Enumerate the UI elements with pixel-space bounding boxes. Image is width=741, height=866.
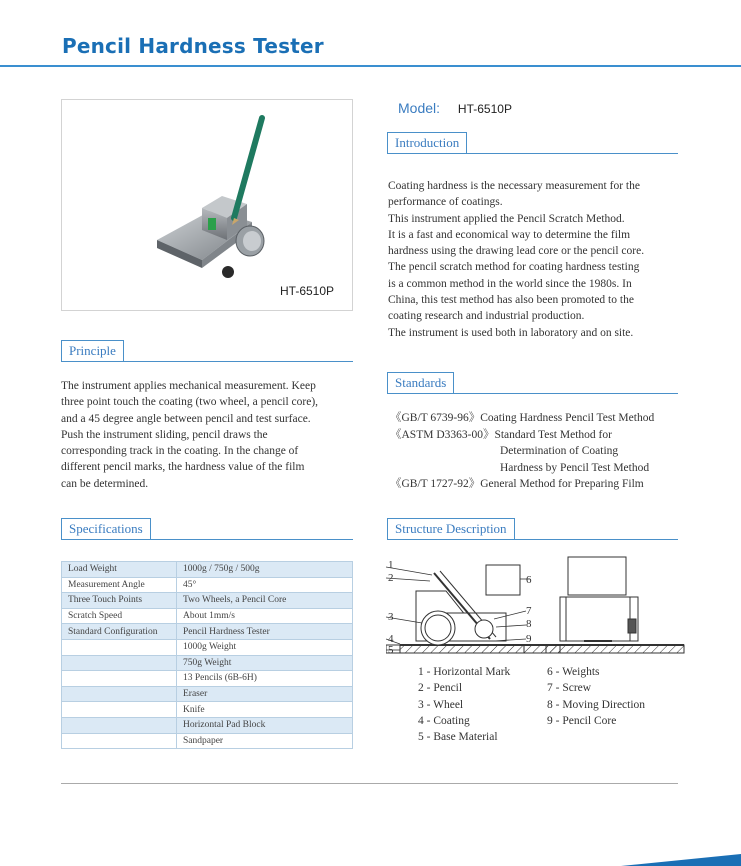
legend-item: 3 - Wheel bbox=[418, 698, 464, 711]
principle-line: and a 45 degree angle between pencil and test surface. bbox=[61, 412, 311, 425]
standard-item-continued: Determination of Coating bbox=[500, 445, 619, 457]
spec-key: Load Weight bbox=[62, 562, 177, 578]
spec-value: Knife bbox=[177, 702, 353, 718]
legend-item: 2 - Pencil bbox=[418, 682, 463, 695]
introduction-heading-label: Introduction bbox=[387, 132, 467, 153]
callout-6: 6 bbox=[526, 574, 532, 586]
product-photo bbox=[61, 99, 353, 311]
spec-value: Sandpaper bbox=[177, 733, 353, 749]
table-row bbox=[62, 733, 353, 749]
page-title: Pencil Hardness Tester bbox=[62, 34, 324, 58]
introduction-text bbox=[388, 178, 688, 341]
table-row bbox=[62, 608, 353, 624]
spec-key bbox=[62, 671, 177, 687]
table-row bbox=[62, 577, 353, 593]
callout-8: 8 bbox=[526, 618, 532, 630]
introduction-line: performance of coatings. bbox=[388, 196, 503, 209]
spec-key: Scratch Speed bbox=[62, 608, 177, 624]
spec-key bbox=[62, 655, 177, 671]
weights-block bbox=[486, 565, 520, 595]
callout-4: 4 bbox=[388, 633, 394, 645]
introduction-line: hardness using the drawing lead core or the pencil core. bbox=[388, 245, 645, 258]
corner-decoration bbox=[621, 846, 741, 866]
callout-9: 9 bbox=[526, 633, 532, 645]
principle-heading-label: Principle bbox=[61, 340, 124, 361]
principle-line: three point touch the coating (two wheel, a pencil core), bbox=[61, 396, 319, 409]
spec-key: Measurement Angle bbox=[62, 577, 177, 593]
table-row bbox=[62, 593, 353, 609]
standard-item: 《GB/T 1727-92》General Method for Preparing Film bbox=[390, 478, 644, 490]
model-line bbox=[398, 100, 512, 116]
spec-key bbox=[62, 639, 177, 655]
introduction-line: This instrument applied the Pencil Scratch Method. bbox=[388, 212, 625, 225]
introduction-line: China, this test method has also been promoted to the bbox=[388, 294, 634, 307]
spec-key bbox=[62, 702, 177, 718]
table-row bbox=[62, 655, 353, 671]
standard-item: 《GB/T 6739-96》Coating Hardness Pencil Test Method bbox=[390, 412, 655, 424]
table-row bbox=[62, 562, 353, 578]
legend-item: 8 - Moving Direction bbox=[547, 698, 646, 711]
introduction-line: The instrument is used both in laboratory and on site. bbox=[388, 326, 634, 339]
principle-heading bbox=[61, 340, 353, 362]
standard-item-continued: Hardness by Pencil Test Method bbox=[500, 461, 650, 474]
structure-heading bbox=[387, 518, 678, 540]
model-value: HT-6510P bbox=[457, 102, 512, 116]
spec-value: Two Wheels, a Pencil Core bbox=[177, 593, 353, 609]
legend-item: 6 - Weights bbox=[547, 666, 600, 678]
structure-heading-label: Structure Description bbox=[387, 518, 515, 539]
spec-value: About 1mm/s bbox=[177, 608, 353, 624]
tester-illustration bbox=[62, 100, 352, 310]
callout-1: 1 bbox=[388, 559, 394, 571]
spec-value: Eraser bbox=[177, 686, 353, 702]
specifications-heading bbox=[61, 518, 353, 540]
wheel bbox=[421, 611, 455, 645]
introduction-line: The pencil scratch method for coating hardness testing bbox=[388, 261, 640, 274]
principle-line: The instrument applies mechanical measurement. Keep bbox=[61, 380, 316, 392]
spec-value: 45° bbox=[177, 577, 353, 593]
base-material-hatch bbox=[400, 645, 560, 653]
spec-value: Pencil Hardness Tester bbox=[177, 624, 353, 640]
callout-2: 2 bbox=[388, 572, 394, 584]
specifications-table bbox=[61, 561, 353, 749]
legend-item: 4 - Coating bbox=[418, 714, 470, 727]
legend-item: 1 - Horizontal Mark bbox=[418, 666, 511, 678]
spec-value: 1000g / 750g / 500g bbox=[177, 562, 353, 578]
spec-key bbox=[62, 733, 177, 749]
table-row bbox=[62, 717, 353, 733]
introduction-line: Coating hardness is the necessary measurement for the bbox=[388, 180, 640, 192]
spec-key: Three Touch Points bbox=[62, 593, 177, 609]
principle-line: corresponding track in the coating. In the change of bbox=[61, 445, 299, 458]
standards-list bbox=[390, 410, 654, 493]
spec-value: 1000g Weight bbox=[177, 639, 353, 655]
introduction-heading bbox=[387, 132, 678, 154]
table-row bbox=[62, 639, 353, 655]
standard-item: 《ASTM D3363-00》Standard Test Method for bbox=[390, 428, 612, 441]
structure-diagram bbox=[386, 553, 686, 658]
principle-text bbox=[61, 378, 361, 492]
title-divider bbox=[0, 65, 741, 67]
spec-value: 750g Weight bbox=[177, 655, 353, 671]
structure-legend-left bbox=[418, 664, 510, 745]
specifications-heading-label: Specifications bbox=[61, 518, 151, 539]
legend-item: 5 - Base Material bbox=[418, 731, 498, 744]
bottom-divider bbox=[61, 783, 678, 784]
callout-7: 7 bbox=[526, 605, 532, 617]
table-row bbox=[62, 686, 353, 702]
model-label: Model: bbox=[398, 100, 441, 116]
introduction-line: coating research and industrial production. bbox=[388, 310, 585, 323]
standards-heading-label: Standards bbox=[387, 372, 454, 393]
photo-model-label: HT-6510P bbox=[280, 284, 335, 298]
spec-key bbox=[62, 686, 177, 702]
callout-3: 3 bbox=[388, 611, 394, 623]
table-row bbox=[62, 702, 353, 718]
spec-key bbox=[62, 717, 177, 733]
principle-line: different pencil marks, the hardness value of the film bbox=[61, 461, 305, 474]
spec-value: 13 Pencils (6B-6H) bbox=[177, 671, 353, 687]
structure-legend-right bbox=[547, 664, 645, 729]
table-row bbox=[62, 624, 353, 640]
introduction-line: is a common method in the world since the 1980s. In bbox=[388, 277, 632, 290]
introduction-line: It is a fast and economical way to determine the film bbox=[388, 228, 631, 241]
spec-key: Standard Configuration bbox=[62, 624, 177, 640]
callout-5: 5 bbox=[388, 644, 394, 656]
legend-item: 7 - Screw bbox=[547, 682, 592, 695]
legend-item: 9 - Pencil Core bbox=[547, 714, 617, 727]
principle-line: can be determined. bbox=[61, 477, 149, 490]
spec-value: Horizontal Pad Block bbox=[177, 717, 353, 733]
table-row bbox=[62, 671, 353, 687]
standards-heading bbox=[387, 372, 678, 394]
principle-line: Push the instrument sliding, pencil draws the bbox=[61, 428, 268, 441]
